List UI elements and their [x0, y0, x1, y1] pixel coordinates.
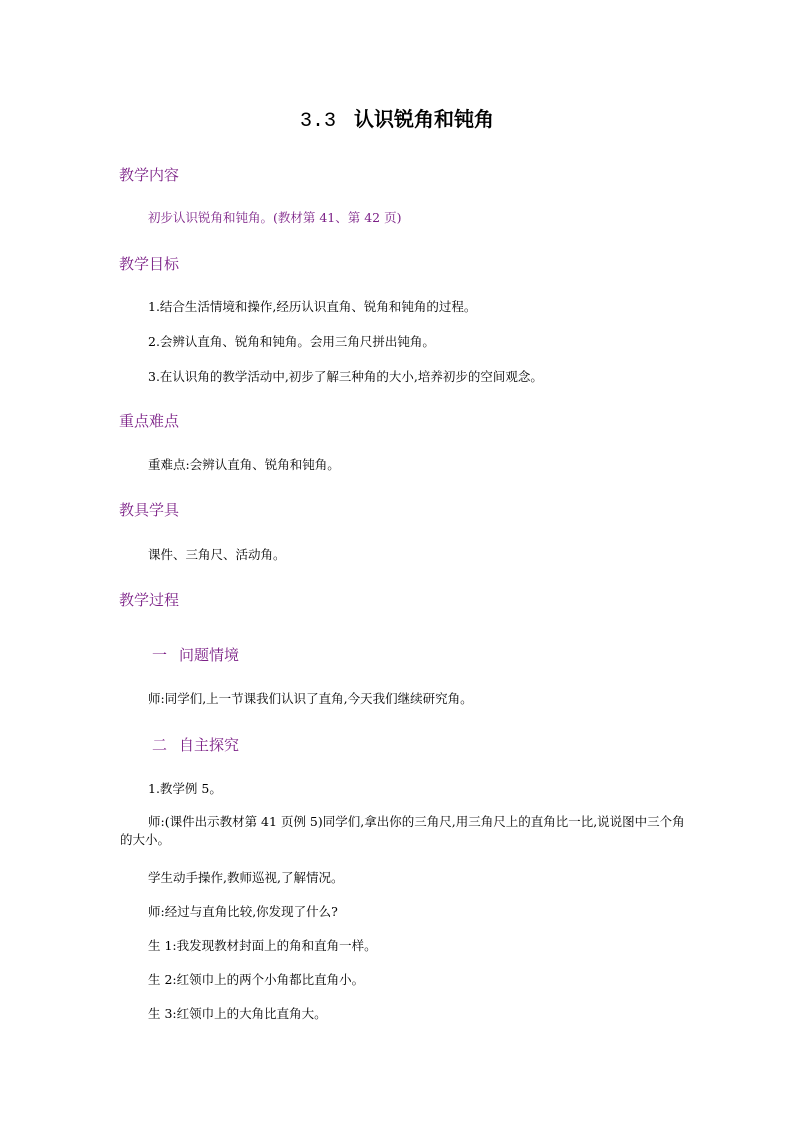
section-heading-content: 教学内容 [119, 166, 180, 184]
goal-item-1: 1.结合生活情境和操作,经历认识直角、锐角和钝角的过程。 [148, 299, 477, 314]
part2-line-3: 学生动手操作,教师巡视,了解情况。 [148, 870, 344, 885]
section-heading-tools: 教具学具 [119, 501, 180, 519]
part2-line-7: 生 3:红领巾上的大角比直角大。 [148, 1006, 327, 1021]
section-heading-goals: 教学目标 [119, 255, 180, 273]
content-text: 初步认识锐角和钝角。(教材第 41、第 42 页) [148, 210, 402, 225]
page-title [0, 106, 794, 135]
tools-text: 课件、三角尺、活动角。 [148, 547, 286, 562]
part1-index: 一 [152, 646, 168, 664]
title-number: 3.3 [299, 110, 336, 133]
part2-line-5: 生 1:我发现教材封面上的角和直角一样。 [148, 938, 377, 953]
process-part1-heading [152, 645, 239, 665]
part2-line-2: 师:(课件出示教材第 41 页例 5)同学们,拿出你的三角尺,用三角尺上的直角比一比,说说图中三个角的大小。 [120, 814, 685, 847]
part2-title: 自主探究 [179, 736, 240, 754]
section-heading-keypoints: 重点难点 [119, 412, 180, 430]
section-heading-process: 教学过程 [119, 591, 180, 609]
part2-line-4: 师:经过与直角比较,你发现了什么? [148, 904, 338, 919]
part2-line-1: 1.教学例 5。 [148, 781, 222, 796]
part2-index: 二 [152, 736, 168, 754]
goal-item-2: 2.会辨认直角、锐角和钝角。会用三角尺拼出钝角。 [148, 334, 435, 349]
part1-title: 问题情境 [179, 646, 240, 664]
goal-item-3: 3.在认识角的教学活动中,初步了解三种角的大小,培养初步的空间观念。 [148, 369, 543, 384]
part1-text: 师:同学们,上一节课我们认识了直角,今天我们继续研究角。 [148, 691, 473, 706]
title-text: 认识锐角和钝角 [354, 107, 494, 131]
part2-line-6: 生 2:红领巾上的两个小角都比直角小。 [148, 972, 365, 987]
process-part2-heading [152, 735, 239, 755]
keypoints-text: 重难点:会辨认直角、锐角和钝角。 [148, 457, 340, 472]
